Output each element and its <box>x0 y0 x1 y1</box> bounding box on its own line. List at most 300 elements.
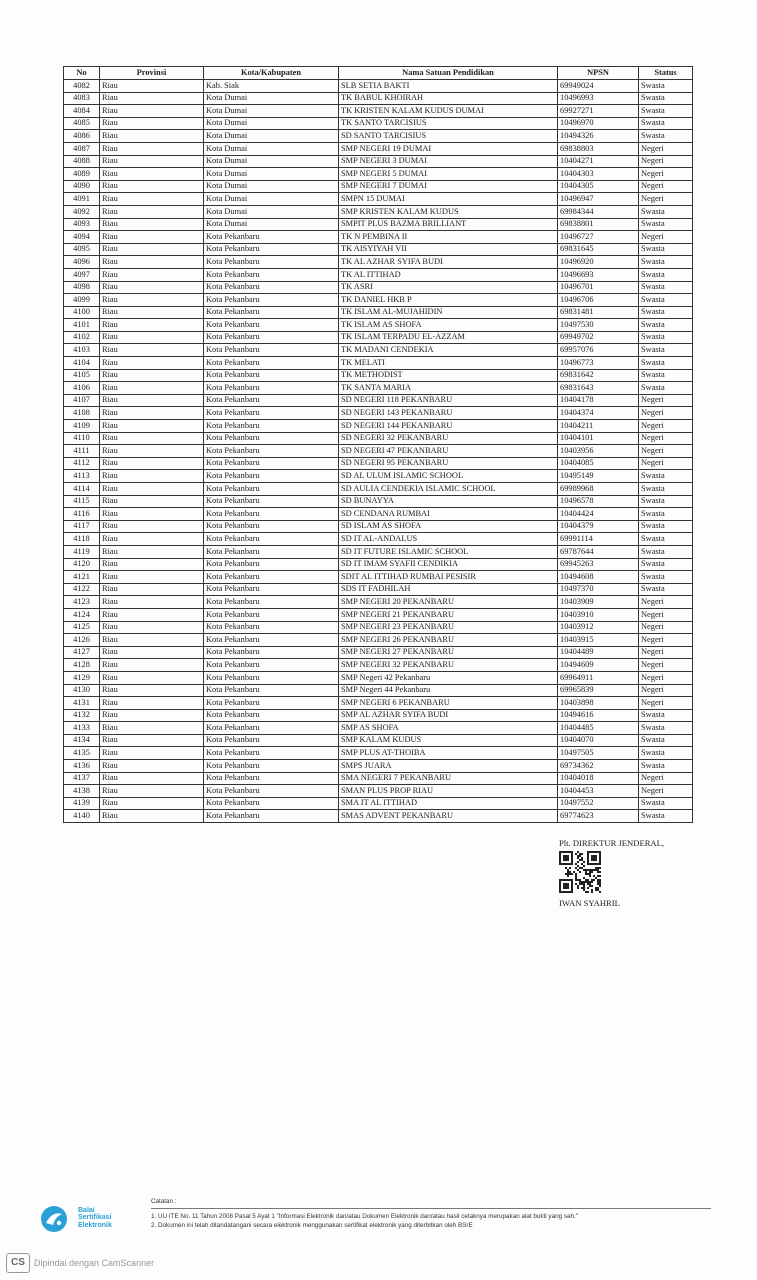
cell-kota-kabupaten: Kota Dumai <box>204 92 339 105</box>
header-nama-satuan-pendidikan: Nama Satuan Pendidikan <box>339 67 558 80</box>
cell-no: 4106 <box>64 382 100 395</box>
cell-npsn: 10403909 <box>558 596 639 609</box>
cell-nama-satuan-pendidikan: SLB SETIA BAKTI <box>339 80 558 93</box>
table-row <box>64 571 693 584</box>
cell-no: 4094 <box>64 231 100 244</box>
table-row <box>64 621 693 634</box>
table-row <box>64 394 693 407</box>
cell-provinsi: Riau <box>100 130 204 143</box>
camscanner-icon: CS <box>6 1253 30 1273</box>
table-row <box>64 671 693 684</box>
cell-no: 4102 <box>64 331 100 344</box>
cell-no: 4115 <box>64 495 100 508</box>
cell-status: Swasta <box>639 722 693 735</box>
cell-no: 4105 <box>64 369 100 382</box>
signature-name: IWAN SYAHRIL <box>559 898 620 908</box>
cell-status: Swasta <box>639 306 693 319</box>
cell-npsn: 10496701 <box>558 281 639 294</box>
cell-npsn: 10496693 <box>558 268 639 281</box>
cell-status: Swasta <box>639 243 693 256</box>
cell-nama-satuan-pendidikan: SMPS JUARA <box>339 760 558 773</box>
cell-npsn: 10496727 <box>558 231 639 244</box>
cell-nama-satuan-pendidikan: TK AL AZHAR SYIFA BUDI <box>339 256 558 269</box>
header-status: Status <box>639 67 693 80</box>
cell-nama-satuan-pendidikan: SMP NEGERI 7 DUMAI <box>339 180 558 193</box>
cell-no: 4121 <box>64 571 100 584</box>
cell-provinsi: Riau <box>100 697 204 710</box>
cell-npsn: 10404018 <box>558 772 639 785</box>
cell-provinsi: Riau <box>100 420 204 433</box>
logo-line: Sertifikasi <box>78 1214 112 1222</box>
cell-npsn: 10404374 <box>558 407 639 420</box>
cell-provinsi: Riau <box>100 634 204 647</box>
cell-provinsi: Riau <box>100 142 204 155</box>
cell-kota-kabupaten: Kota Pekanbaru <box>204 697 339 710</box>
cell-no: 4112 <box>64 457 100 470</box>
cell-status: Swasta <box>639 117 693 130</box>
cell-npsn: 10495149 <box>558 470 639 483</box>
cell-status: Swasta <box>639 470 693 483</box>
cell-kota-kabupaten: Kota Pekanbaru <box>204 281 339 294</box>
cell-provinsi: Riau <box>100 470 204 483</box>
logo-line: Balai <box>78 1207 95 1214</box>
cell-nama-satuan-pendidikan: SMA NEGERI 7 PEKANBARU <box>339 772 558 785</box>
cell-status: Swasta <box>639 369 693 382</box>
cell-status: Swasta <box>639 105 693 118</box>
cell-npsn: 69734362 <box>558 760 639 773</box>
cell-npsn: 69831645 <box>558 243 639 256</box>
cell-kota-kabupaten: Kota Pekanbaru <box>204 331 339 344</box>
table-row <box>64 357 693 370</box>
cell-status: Negeri <box>639 180 693 193</box>
cell-kota-kabupaten: Kota Pekanbaru <box>204 357 339 370</box>
cell-kota-kabupaten: Kota Pekanbaru <box>204 621 339 634</box>
cell-kota-kabupaten: Kota Pekanbaru <box>204 445 339 458</box>
cell-npsn: 10403912 <box>558 621 639 634</box>
cell-provinsi: Riau <box>100 747 204 760</box>
table-header-row <box>64 67 693 80</box>
cell-nama-satuan-pendidikan: SD CENDANA RUMBAI <box>339 508 558 521</box>
cell-nama-satuan-pendidikan: SMP NEGERI 3 DUMAI <box>339 155 558 168</box>
table-row <box>64 218 693 231</box>
cell-nama-satuan-pendidikan: TK N PEMBINA II <box>339 231 558 244</box>
cell-npsn: 10496773 <box>558 357 639 370</box>
cell-no: 4091 <box>64 193 100 206</box>
cell-provinsi: Riau <box>100 168 204 181</box>
cell-provinsi: Riau <box>100 231 204 244</box>
cell-nama-satuan-pendidikan: TK ISLAM TERPADU EL-AZZAM <box>339 331 558 344</box>
cell-kota-kabupaten: Kota Pekanbaru <box>204 306 339 319</box>
table-row <box>64 369 693 382</box>
cell-npsn: 10404379 <box>558 520 639 533</box>
cell-kota-kabupaten: Kota Pekanbaru <box>204 583 339 596</box>
cell-nama-satuan-pendidikan: SMP NEGERI 6 PEKANBARU <box>339 697 558 710</box>
cell-provinsi: Riau <box>100 344 204 357</box>
table-row <box>64 470 693 483</box>
cell-provinsi: Riau <box>100 785 204 798</box>
cell-kota-kabupaten: Kota Pekanbaru <box>204 571 339 584</box>
cell-nama-satuan-pendidikan: SMP NEGERI 5 DUMAI <box>339 168 558 181</box>
cell-kota-kabupaten: Kota Pekanbaru <box>204 734 339 747</box>
cell-npsn: 10404489 <box>558 646 639 659</box>
cell-provinsi: Riau <box>100 760 204 773</box>
cell-kota-kabupaten: Kota Pekanbaru <box>204 646 339 659</box>
cell-no: 4139 <box>64 797 100 810</box>
cell-no: 4093 <box>64 218 100 231</box>
cell-provinsi: Riau <box>100 545 204 558</box>
cell-no: 4084 <box>64 105 100 118</box>
cell-status: Negeri <box>639 193 693 206</box>
cell-nama-satuan-pendidikan: SMP AS SHOFA <box>339 722 558 735</box>
cell-provinsi: Riau <box>100 596 204 609</box>
cell-status: Swasta <box>639 508 693 521</box>
cell-status: Swasta <box>639 747 693 760</box>
cell-no: 4113 <box>64 470 100 483</box>
cell-nama-satuan-pendidikan: SMP NEGERI 32 PEKANBARU <box>339 659 558 672</box>
cell-nama-satuan-pendidikan: SD NEGERI 143 PEKANBARU <box>339 407 558 420</box>
table-row <box>64 785 693 798</box>
cell-kota-kabupaten: Kota Pekanbaru <box>204 369 339 382</box>
cell-no: 4120 <box>64 558 100 571</box>
cell-status: Swasta <box>639 533 693 546</box>
cell-npsn: 10404305 <box>558 180 639 193</box>
cell-status: Swasta <box>639 92 693 105</box>
cell-provinsi: Riau <box>100 797 204 810</box>
cell-provinsi: Riau <box>100 432 204 445</box>
cell-npsn: 10496947 <box>558 193 639 206</box>
table-body <box>64 80 693 823</box>
cell-status: Swasta <box>639 558 693 571</box>
cell-npsn: 10497552 <box>558 797 639 810</box>
cell-kota-kabupaten: Kota Pekanbaru <box>204 747 339 760</box>
cell-no: 4119 <box>64 545 100 558</box>
table-row <box>64 747 693 760</box>
cell-kota-kabupaten: Kota Pekanbaru <box>204 558 339 571</box>
cell-nama-satuan-pendidikan: SMP NEGERI 20 PEKANBARU <box>339 596 558 609</box>
cell-status: Swasta <box>639 734 693 747</box>
cell-kota-kabupaten: Kota Pekanbaru <box>204 457 339 470</box>
table-row <box>64 319 693 332</box>
cell-nama-satuan-pendidikan: SMP NEGERI 26 PEKANBARU <box>339 634 558 647</box>
cell-status: Swasta <box>639 520 693 533</box>
cell-npsn: 10404178 <box>558 394 639 407</box>
cell-status: Swasta <box>639 583 693 596</box>
cell-nama-satuan-pendidikan: SMP NEGERI 19 DUMAI <box>339 142 558 155</box>
cell-no: 4088 <box>64 155 100 168</box>
cell-status: Swasta <box>639 281 693 294</box>
camscanner-watermark: Dipindai dengan CamScanner <box>34 1258 155 1268</box>
cell-nama-satuan-pendidikan: SD NEGERI 118 PEKANBARU <box>339 394 558 407</box>
cell-status: Negeri <box>639 168 693 181</box>
cell-status: Negeri <box>639 659 693 672</box>
table-row <box>64 772 693 785</box>
cell-npsn: 10404271 <box>558 155 639 168</box>
cell-status: Negeri <box>639 457 693 470</box>
cell-nama-satuan-pendidikan: SMP NEGERI 27 PEKANBARU <box>339 646 558 659</box>
footer-notes <box>151 1198 711 1231</box>
cell-status: Swasta <box>639 382 693 395</box>
cell-provinsi: Riau <box>100 608 204 621</box>
table-row <box>64 520 693 533</box>
cell-provinsi: Riau <box>100 445 204 458</box>
cell-kota-kabupaten: Kota Pekanbaru <box>204 432 339 445</box>
cell-nama-satuan-pendidikan: SD AL ULUM ISLAMIC SCHOOL <box>339 470 558 483</box>
cell-npsn: 10496970 <box>558 117 639 130</box>
cell-kota-kabupaten: Kota Dumai <box>204 130 339 143</box>
cell-provinsi: Riau <box>100 92 204 105</box>
cell-status: Swasta <box>639 483 693 496</box>
cell-kota-kabupaten: Kota Pekanbaru <box>204 495 339 508</box>
cell-status: Swasta <box>639 357 693 370</box>
cell-provinsi: Riau <box>100 483 204 496</box>
cell-provinsi: Riau <box>100 407 204 420</box>
cell-no: 4127 <box>64 646 100 659</box>
cell-nama-satuan-pendidikan: SMP KALAM KUDUS <box>339 734 558 747</box>
table-row <box>64 457 693 470</box>
cell-kota-kabupaten: Kota Pekanbaru <box>204 785 339 798</box>
cell-nama-satuan-pendidikan: TK BABUL KHOIRAH <box>339 92 558 105</box>
cell-provinsi: Riau <box>100 155 204 168</box>
cell-no: 4134 <box>64 734 100 747</box>
cell-kota-kabupaten: Kota Dumai <box>204 105 339 118</box>
cell-status: Swasta <box>639 810 693 823</box>
cell-provinsi: Riau <box>100 357 204 370</box>
cell-nama-satuan-pendidikan: SD NEGERI 144 PEKANBARU <box>339 420 558 433</box>
table-row <box>64 445 693 458</box>
cell-npsn: 10403910 <box>558 608 639 621</box>
cell-no: 4118 <box>64 533 100 546</box>
cell-provinsi: Riau <box>100 810 204 823</box>
cell-no: 4089 <box>64 168 100 181</box>
cell-kota-kabupaten: Kota Pekanbaru <box>204 533 339 546</box>
cell-provinsi: Riau <box>100 646 204 659</box>
cell-npsn: 10404101 <box>558 432 639 445</box>
cell-no: 4131 <box>64 697 100 710</box>
table-row <box>64 684 693 697</box>
cell-nama-satuan-pendidikan: TK AL ITTIHAD <box>339 268 558 281</box>
cell-no: 4098 <box>64 281 100 294</box>
cell-npsn: 69949024 <box>558 80 639 93</box>
cell-nama-satuan-pendidikan: SMA IT AL ITTIHAD <box>339 797 558 810</box>
cell-provinsi: Riau <box>100 734 204 747</box>
cell-nama-satuan-pendidikan: SMP AL AZHAR SYIFA BUDI <box>339 709 558 722</box>
cell-provinsi: Riau <box>100 583 204 596</box>
cell-no: 4097 <box>64 268 100 281</box>
table-row <box>64 734 693 747</box>
cell-nama-satuan-pendidikan: SMPIT PLUS BAZMA BRILLIANT <box>339 218 558 231</box>
cell-nama-satuan-pendidikan: TK MELATI <box>339 357 558 370</box>
cell-no: 4116 <box>64 508 100 521</box>
cell-no: 4085 <box>64 117 100 130</box>
cell-npsn: 10403898 <box>558 697 639 710</box>
table-row <box>64 117 693 130</box>
cell-provinsi: Riau <box>100 369 204 382</box>
cell-status: Swasta <box>639 256 693 269</box>
cell-npsn: 10496706 <box>558 294 639 307</box>
cell-kota-kabupaten: Kota Pekanbaru <box>204 810 339 823</box>
cell-kota-kabupaten: Kota Dumai <box>204 142 339 155</box>
cell-status: Swasta <box>639 797 693 810</box>
cell-provinsi: Riau <box>100 281 204 294</box>
signature-title: Plt. DIREKTUR JENDERAL, <box>559 838 665 848</box>
bsre-logo-text <box>78 1207 112 1229</box>
cell-kota-kabupaten: Kota Dumai <box>204 193 339 206</box>
cell-status: Swasta <box>639 760 693 773</box>
cell-nama-satuan-pendidikan: SDIT AL ITTIHAD RUMBAI PESISIR <box>339 571 558 584</box>
cell-nama-satuan-pendidikan: TK AISYIYAH VII <box>339 243 558 256</box>
cell-status: Negeri <box>639 634 693 647</box>
note-line: 1. UU ITE No. 11 Tahun 2008 Pasal 5 Ayat 1 "Informasi Elektronik dan/atau Dokumen Elektronik dan/atau hasil cetaknya merupakan alat bukti yang sah." <box>151 1213 578 1220</box>
cell-status: Negeri <box>639 142 693 155</box>
cell-nama-satuan-pendidikan: SMPN 15 DUMAI <box>339 193 558 206</box>
cell-no: 4087 <box>64 142 100 155</box>
cell-npsn: 69964911 <box>558 671 639 684</box>
cell-status: Swasta <box>639 545 693 558</box>
cell-nama-satuan-pendidikan: SMP NEGERI 23 PEKANBARU <box>339 621 558 634</box>
cell-provinsi: Riau <box>100 571 204 584</box>
cell-no: 4092 <box>64 205 100 218</box>
cell-provinsi: Riau <box>100 772 204 785</box>
cell-provinsi: Riau <box>100 218 204 231</box>
cell-nama-satuan-pendidikan: SD NEGERI 32 PEKANBARU <box>339 432 558 445</box>
cell-kota-kabupaten: Kota Pekanbaru <box>204 545 339 558</box>
cell-provinsi: Riau <box>100 382 204 395</box>
cell-no: 4111 <box>64 445 100 458</box>
cell-kota-kabupaten: Kota Dumai <box>204 180 339 193</box>
cell-kota-kabupaten: Kota Pekanbaru <box>204 470 339 483</box>
table-row <box>64 583 693 596</box>
cell-kota-kabupaten: Kota Dumai <box>204 205 339 218</box>
cell-npsn: 69831643 <box>558 382 639 395</box>
cell-nama-satuan-pendidikan: TK SANTO TARCISIUS <box>339 117 558 130</box>
cell-kota-kabupaten: Kota Pekanbaru <box>204 722 339 735</box>
cell-kota-kabupaten: Kota Pekanbaru <box>204 294 339 307</box>
cell-kota-kabupaten: Kota Pekanbaru <box>204 520 339 533</box>
cell-no: 4124 <box>64 608 100 621</box>
table-row <box>64 545 693 558</box>
cell-nama-satuan-pendidikan: TK ASRI <box>339 281 558 294</box>
table-row <box>64 533 693 546</box>
cell-npsn: 10404303 <box>558 168 639 181</box>
table-row <box>64 382 693 395</box>
cell-nama-satuan-pendidikan: SD NEGERI 95 PEKANBARU <box>339 457 558 470</box>
table-row <box>64 193 693 206</box>
cell-nama-satuan-pendidikan: SD IT AL-ANDALUS <box>339 533 558 546</box>
table-row <box>64 168 693 181</box>
cell-npsn: 10404070 <box>558 734 639 747</box>
cell-npsn: 10404453 <box>558 785 639 798</box>
cell-npsn: 69957076 <box>558 344 639 357</box>
table-row <box>64 483 693 496</box>
cell-nama-satuan-pendidikan: SDS IT FADHILAH <box>339 583 558 596</box>
cell-kota-kabupaten: Kota Dumai <box>204 218 339 231</box>
cell-no: 4138 <box>64 785 100 798</box>
cell-npsn: 69927271 <box>558 105 639 118</box>
cell-status: Swasta <box>639 495 693 508</box>
cell-no: 4133 <box>64 722 100 735</box>
cell-nama-satuan-pendidikan: SD ISLAM AS SHOFA <box>339 520 558 533</box>
cell-no: 4135 <box>64 747 100 760</box>
cell-kota-kabupaten: Kota Pekanbaru <box>204 508 339 521</box>
cell-no: 4122 <box>64 583 100 596</box>
cell-provinsi: Riau <box>100 722 204 735</box>
cell-provinsi: Riau <box>100 180 204 193</box>
table-row <box>64 558 693 571</box>
table-row <box>64 155 693 168</box>
cell-npsn: 10403956 <box>558 445 639 458</box>
cell-no: 4104 <box>64 357 100 370</box>
table-row <box>64 180 693 193</box>
cell-nama-satuan-pendidikan: SD NEGERI 47 PEKANBARU <box>339 445 558 458</box>
cell-npsn: 69984344 <box>558 205 639 218</box>
table-row <box>64 231 693 244</box>
cell-no: 4103 <box>64 344 100 357</box>
cell-kota-kabupaten: Kota Pekanbaru <box>204 319 339 332</box>
cell-provinsi: Riau <box>100 709 204 722</box>
cell-npsn: 69991114 <box>558 533 639 546</box>
header-provinsi: Provinsi <box>100 67 204 80</box>
cell-kota-kabupaten: Kab. Siak <box>204 80 339 93</box>
cell-npsn: 69774623 <box>558 810 639 823</box>
cell-status: Swasta <box>639 294 693 307</box>
cell-no: 4137 <box>64 772 100 785</box>
cell-kota-kabupaten: Kota Pekanbaru <box>204 709 339 722</box>
cell-status: Swasta <box>639 344 693 357</box>
cell-nama-satuan-pendidikan: TK DANIEL HKB P <box>339 294 558 307</box>
table-row <box>64 810 693 823</box>
cell-provinsi: Riau <box>100 520 204 533</box>
cell-kota-kabupaten: Kota Pekanbaru <box>204 659 339 672</box>
cell-nama-satuan-pendidikan: SD AULIA CENDEKIA ISLAMIC SCHOOL <box>339 483 558 496</box>
cell-no: 4123 <box>64 596 100 609</box>
cell-no: 4083 <box>64 92 100 105</box>
cell-nama-satuan-pendidikan: TK KRISTEN KALAM KUDUS DUMAI <box>339 105 558 118</box>
table-row <box>64 142 693 155</box>
cell-nama-satuan-pendidikan: SMP NEGERI 21 PEKANBARU <box>339 608 558 621</box>
cell-npsn: 10404085 <box>558 457 639 470</box>
cell-provinsi: Riau <box>100 306 204 319</box>
cell-kota-kabupaten: Kota Pekanbaru <box>204 760 339 773</box>
cell-npsn: 10404211 <box>558 420 639 433</box>
cell-kota-kabupaten: Kota Pekanbaru <box>204 608 339 621</box>
table-row <box>64 495 693 508</box>
cell-kota-kabupaten: Kota Pekanbaru <box>204 797 339 810</box>
table-row <box>64 80 693 93</box>
cell-provinsi: Riau <box>100 394 204 407</box>
cell-nama-satuan-pendidikan: SMP KRISTEN KALAM KUDUS <box>339 205 558 218</box>
cell-nama-satuan-pendidikan: TK SANTA MARIA <box>339 382 558 395</box>
cell-no: 4086 <box>64 130 100 143</box>
cell-no: 4101 <box>64 319 100 332</box>
cell-provinsi: Riau <box>100 243 204 256</box>
cell-provinsi: Riau <box>100 508 204 521</box>
cell-kota-kabupaten: Kota Pekanbaru <box>204 671 339 684</box>
cell-status: Negeri <box>639 432 693 445</box>
cell-kota-kabupaten: Kota Pekanbaru <box>204 243 339 256</box>
cell-provinsi: Riau <box>100 558 204 571</box>
table-row <box>64 760 693 773</box>
divider <box>151 1208 711 1209</box>
table-row <box>64 608 693 621</box>
cell-kota-kabupaten: Kota Pekanbaru <box>204 382 339 395</box>
table-row <box>64 709 693 722</box>
cell-kota-kabupaten: Kota Pekanbaru <box>204 344 339 357</box>
table-row <box>64 432 693 445</box>
cell-npsn: 10497370 <box>558 583 639 596</box>
cell-no: 4128 <box>64 659 100 672</box>
table-row <box>64 646 693 659</box>
qr-code-icon <box>559 851 601 893</box>
